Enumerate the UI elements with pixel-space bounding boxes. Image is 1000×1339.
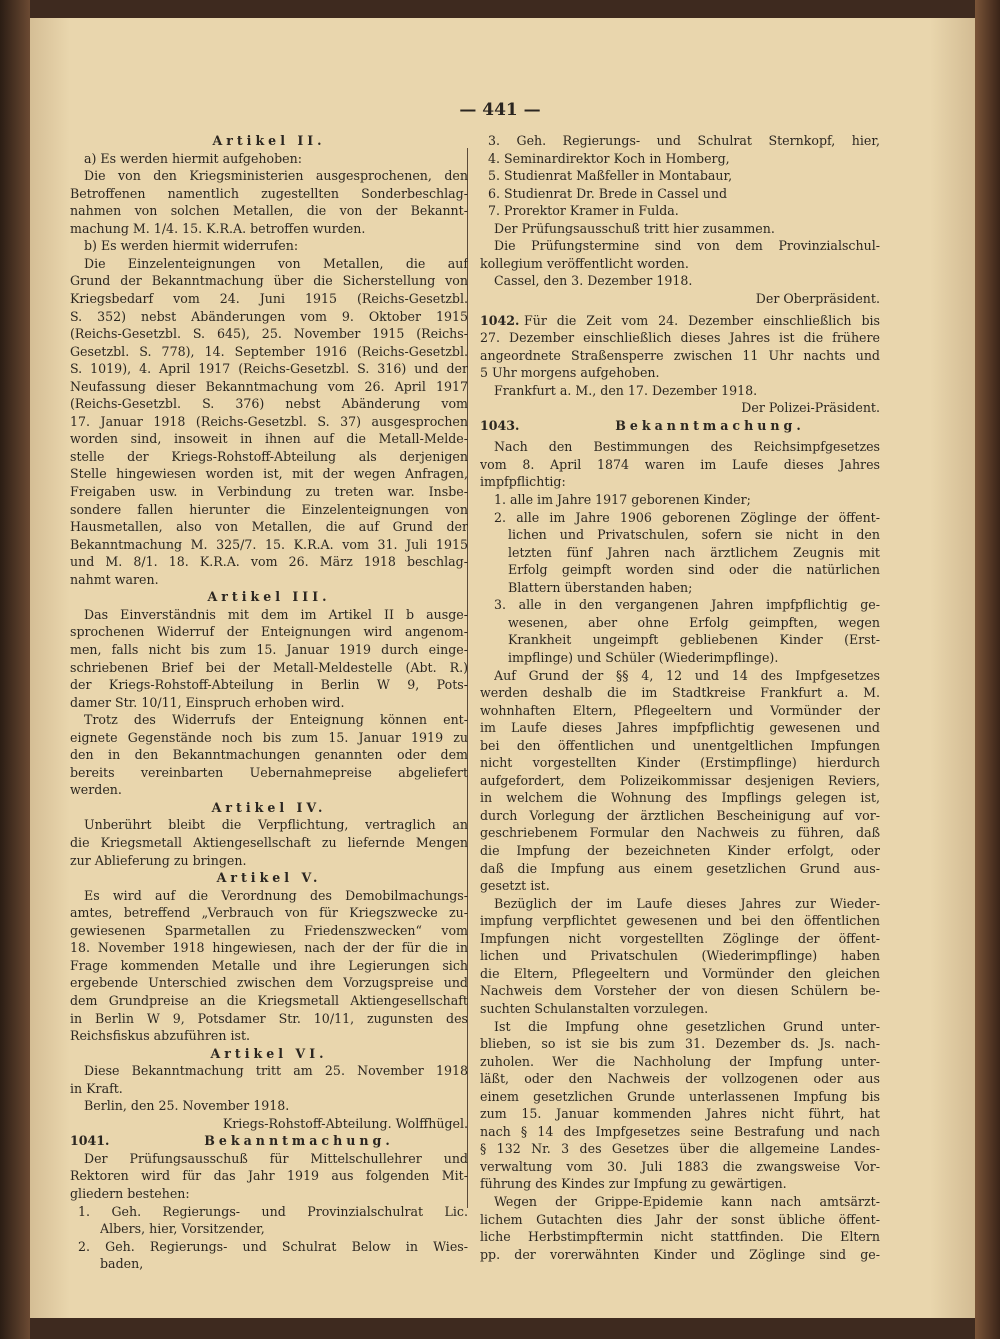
notice-number: 1041.	[70, 1133, 110, 1149]
text-line: lichem Gutachten dies Jahr der sonst übliche öffent-	[480, 1211, 880, 1227]
list-item: 1. Geh. Regierungs- und Provinzialschulrat Lic.	[78, 1203, 468, 1219]
text-line: Die Einzelenteignungen von Metallen, die auf	[84, 255, 468, 271]
text-line: zur Ablieferung zu bringen.	[70, 852, 247, 868]
text-line: angeordnete Straßensperre zwischen 11 Uhr nachts und	[480, 347, 880, 363]
text-line: (Reichs-Gesetzbl. S. 376) nebst Abänderung vom	[70, 396, 468, 412]
text-line: bei den öffentlichen und unentgeltlichen Impfungen	[480, 737, 880, 753]
text-line: Ist die Impfung ohne gesetzlichen Grund unter-	[494, 1018, 880, 1034]
place-date: Berlin, den 25. November 1918.	[84, 1098, 290, 1114]
notice-heading: Bekanntmachung.	[204, 1133, 394, 1149]
text-line: impfpflichtig:	[480, 474, 566, 490]
text-line: dem Grundpreise an die Kriegsmetall Aktiengesellschaft	[70, 992, 468, 1008]
text-line: § 132 Nr. 3 des Gesetzes über die allgemeine Landes-	[480, 1141, 880, 1157]
text-line: Betroffenen namentlich zugestellten Sonderbeschlag-	[70, 185, 468, 201]
text-line: Auf Grund der §§ 4, 12 und 14 des Impfgesetzes	[494, 667, 880, 683]
text-line: Bekanntmachung M. 325/7. 15. K.R.A. vom 31. Juli 1915	[70, 536, 468, 552]
list-item: baden,	[100, 1256, 144, 1272]
text-line: ergebende Unterschied zwischen dem Vorzugspreise und	[70, 975, 468, 991]
text-line: nach § 14 des Impfgesetzes seine Bestrafung und nach	[480, 1123, 880, 1139]
text-line: S. 352) nebst Abänderungen vom 9. Oktober 1915	[70, 308, 468, 324]
text-line: Unberührt bleibt die Verpflichtung, vertraglich an	[84, 817, 468, 833]
text-line: gesetzt ist.	[480, 878, 550, 894]
list-item: impflinge) und Schüler (Wiederimpflinge).	[508, 649, 779, 665]
text-line: Der Prüfungsausschuß für Mittelschullehrer und	[84, 1150, 468, 1166]
text-line: und M. 8/1. 18. K.R.A. vom 26. März 1918 beschlag-	[70, 554, 468, 570]
text-line: Wegen der Grippe-Epidemie kann nach amtsärzt-	[494, 1194, 880, 1209]
text-line: die Kriegsmetall Aktiengesellschaft zu liefernde Mengen	[70, 835, 468, 850]
signature: Der Polizei-Präsident.	[741, 400, 880, 416]
text-line: lichen und Privatschulen (Wiederimpflinge) haben	[480, 948, 880, 964]
text-line: Es wird auf die Verordnung des Demobilmachungs-	[84, 887, 468, 903]
text-line: Nachweis dem Vorsteher der von diesen Schülern be-	[480, 983, 880, 999]
place-date: Frankfurt a. M., den 17. Dezember 1918.	[494, 382, 758, 398]
text-line: Bezüglich der im Laufe dieses Jahres zur Wieder-	[494, 895, 880, 911]
text-line: 18. November 1918 hingewiesen, nach der der für die in	[70, 940, 468, 956]
text-line: worden sind, insoweit in ihnen auf die Metall-Melde-	[70, 431, 468, 447]
text-line: den in den Bekanntmachungen genannten oder dem	[70, 747, 468, 763]
notice-number: 1043.	[480, 417, 520, 433]
text-line: Gesetzbl. S. 778), 14. September 1916 (Reichs-Gesetzbl.	[70, 343, 468, 359]
text-line: Rektoren wird für das Jahr 1919 aus folgenden Mit-	[70, 1168, 468, 1184]
article-heading: Artikel V.	[216, 870, 322, 886]
text-line: damer Str. 10/11, Einspruch erhoben wird.	[70, 694, 345, 710]
section-intro: b) Es werden hiermit widerrufen:	[84, 238, 299, 254]
list-item: Krankheit ungeimpft gebliebenen Kinder (Erst-	[508, 632, 880, 648]
list-item: wesenen, aber ohne Erfolg geimpften, wegen	[508, 614, 880, 630]
list-item: Erfolg geimpft worden sind oder die natürlichen	[508, 562, 880, 578]
text-line: die Eltern, Pflegeeltern und Vormünder den gleichen	[480, 965, 880, 981]
list-item: 5. Studienrat Maßfeller in Montabaur,	[488, 168, 733, 184]
article-heading: Artikel III.	[207, 589, 331, 605]
article-heading: Artikel VI.	[210, 1045, 328, 1061]
text-line: suchten Schulanstalten vorzulegen.	[480, 1000, 709, 1016]
document-page	[30, 18, 975, 1318]
text-line: zum 15. Januar kommenden Jahres nicht führt, hat	[480, 1106, 880, 1122]
text-line: sondere fallen hierunter die Einzelenteignungen von	[70, 501, 468, 517]
book-gutter	[0, 0, 30, 1339]
text-line: Die von den Kriegsministerien ausgesprochenen, den	[84, 168, 468, 184]
text-line: 27. Dezember einschließlich dieses Jahres ist die frühere	[480, 330, 880, 346]
book-edge	[975, 0, 1000, 1339]
page-number: — 441 —	[459, 100, 541, 120]
list-item: letzten fünf Jahren nach ärztlichem Zeugnis mit	[508, 544, 880, 560]
text-line: blieben, so ist sie bis zum 31. Dezember ds. Js. nach-	[480, 1036, 880, 1052]
text-line: Das Einverständnis mit dem im Artikel II b ausge-	[84, 606, 468, 622]
text-line: impfung verpflichtet gewesenen und bei den öffentlichen	[480, 913, 880, 929]
signature: Der Oberpräsident.	[755, 290, 880, 306]
text-line: werden.	[70, 782, 122, 798]
text-line: Grund der Bekanntmachung über die Sicherstellung von	[70, 273, 468, 289]
list-item: 3. Geh. Regierungs- und Schulrat Sternkopf, hier,	[488, 133, 880, 148]
list-item: Blattern überstanden haben;	[508, 579, 693, 595]
list-item: Albers, hier, Vorsitzender,	[100, 1221, 265, 1237]
text-line: machung M. 1/4. 15. K.R.A. betroffen wurden.	[70, 220, 366, 236]
text-line: gliedern bestehen:	[70, 1186, 190, 1201]
text-line: aufgefordert, dem Polizeikommissar desjenigen Reviers,	[480, 772, 880, 788]
list-item: 3. alle in den vergangenen Jahren impfpflichtig ge-	[494, 597, 880, 613]
text-line: nahmen von solchen Metallen, die von der Bekannt-	[70, 203, 468, 219]
list-item: 2. alle im Jahre 1906 geborenen Zöglinge der öffent-	[494, 509, 880, 525]
text-line: schriebenen Brief bei der Metall-Meldestelle (Abt. R.)	[70, 659, 468, 675]
text-line: Nach den Bestimmungen des Reichsimpfgesetzes	[494, 439, 880, 455]
text-line: Die Prüfungstermine sind von dem Provinzialschul-	[494, 238, 880, 254]
text-line: Freigaben usw. in Verbindung zu treten war. Insbe-	[70, 484, 468, 499]
text-line: nicht vorgestellten Kinder (Erstimpflinge) hierdurch	[480, 755, 880, 771]
text-line: Für die Zeit vom 24. Dezember einschließlich bis	[524, 312, 880, 328]
list-item: 1. alle im Jahre 1917 geborenen Kinder;	[494, 492, 751, 507]
text-line: liche Herbstimpftermin nicht stattfinden. Die Eltern	[480, 1229, 880, 1245]
text-line: daß die Impfung aus einem gesetzlichen Grund aus-	[480, 860, 880, 876]
text-line: Frage kommenden Metalle und ihre Legierungen sich	[70, 957, 468, 973]
text-line: durch Vorlegung der ärztlichen Bescheinigung auf vor-	[480, 807, 880, 823]
text-line: amtes, betreffend „Verbrauch von für Kriegszwecke zu-	[70, 905, 468, 921]
text-line: 5 Uhr morgens aufgehoben.	[480, 365, 660, 381]
list-item: 6. Studienrat Dr. Brede in Cassel und	[488, 185, 728, 201]
text-line: nahmt waren.	[70, 571, 159, 587]
text-line: Hausmetallen, also von Metallen, die auf Grund der	[70, 519, 468, 535]
place-date: Cassel, den 3. Dezember 1918.	[494, 273, 693, 289]
text-line: zuholen. Wer die Nachholung der Impfung unter-	[480, 1053, 880, 1069]
text-line: gewiesenen Sparmetallen zu Friedenszwecken“ vom	[70, 922, 468, 938]
text-line: S. 1019), 4. April 1917 (Reichs-Gesetzbl. S. 316) und der	[70, 361, 468, 377]
section-intro: a) Es werden hiermit aufgehoben:	[84, 150, 302, 166]
text-line: der Kriegs-Rohstoff-Abteilung in Berlin W 9, Pots-	[70, 677, 468, 693]
text-line: sprochenen Widerruf der Enteignungen wird angenom-	[70, 624, 468, 640]
text-line: Trotz des Widerrufs der Enteignung können ent-	[84, 712, 468, 728]
text-line: Der Prüfungsausschuß tritt hier zusammen.	[494, 220, 775, 236]
text-line: stelle der Kriegs-Rohstoff-Abteilung als derjenigen	[70, 448, 468, 464]
list-item: lichen und Privatschulen, sofern sie nicht in den	[508, 527, 880, 543]
text-line: Neufassung dieser Bekanntmachung vom 26. April 1917	[70, 378, 468, 394]
text-line: pp. der vorerwähnten Kinder und Zöglinge sind ge-	[480, 1246, 880, 1262]
text-line: werden deshalb die im Stadtkreise Frankfurt a. M.	[480, 685, 880, 701]
text-line: wohnhaften Eltern, Pflegeeltern und Vormünder der	[480, 702, 880, 718]
text-line: Impfungen nicht vorgestellten Zöglinge der öffent-	[480, 930, 880, 946]
text-line: 17. Januar 1918 (Reichs-Gesetzbl. S. 37) ausgesprochen	[70, 413, 468, 429]
list-item: 7. Prorektor Kramer in Fulda.	[488, 203, 679, 219]
text-line: geschriebenem Formular den Nachweis zu führen, daß	[480, 825, 880, 841]
text-line: bereits vereinbarten Uebernahmepreise abgeliefert	[70, 764, 468, 780]
text-line: Stelle hingewiesen worden ist, mit der wegen Anfragen,	[70, 466, 468, 482]
list-item: 4. Seminardirektor Koch in Homberg,	[488, 150, 730, 166]
text-line: (Reichs-Gesetzbl. S. 645), 25. November 1915 (Reichs-	[70, 326, 468, 342]
text-line: die Impfung der bezeichneten Kinder erfolgt, oder	[480, 843, 880, 858]
article-heading: Artikel IV.	[211, 799, 327, 815]
text-line: Kriegsbedarf vom 24. Juni 1915 (Reichs-Gesetzbl.	[70, 290, 468, 306]
text-line: in Berlin W 9, Potsdamer Str. 10/11, zugunsten des	[70, 1010, 468, 1026]
text-line: in Kraft.	[70, 1080, 123, 1096]
list-item: 2. Geh. Regierungs- und Schulrat Below in Wies-	[78, 1238, 468, 1254]
text-line: verwaltung vom 30. Juli 1883 die zwangsweise Vor-	[480, 1158, 880, 1174]
text-line: führung des Kindes zur Impfung zu gewärtigen.	[480, 1176, 787, 1192]
signature: Kriegs-Rohstoff-Abteilung. Wolffhügel.	[222, 1115, 468, 1131]
text-line: eignete Gegenstände noch bis zum 15. Januar 1919 zu	[70, 729, 468, 745]
text-line: einem gesetzlichen Grunde unterlassenen Impfung bis	[480, 1088, 880, 1104]
text-line: kollegium veröffentlicht worden.	[480, 255, 689, 271]
notice-heading: Bekanntmachung.	[615, 417, 805, 433]
text-line: vom 8. April 1874 waren im Laufe dieses Jahres	[480, 456, 880, 472]
notice-number: 1042.	[480, 312, 520, 328]
text-line: im Laufe dieses Jahres impfpflichtig gewesenen und	[480, 720, 880, 736]
article-heading: Artikel II.	[212, 133, 326, 148]
text-line: läßt, oder den Nachweis der vollzogenen oder aus	[480, 1071, 880, 1087]
text-line: Reichsfiskus abzuführen ist.	[70, 1028, 251, 1044]
text-line: in welchem die Wohnung des Impflings gelegen ist,	[480, 790, 880, 806]
text-line: Diese Bekanntmachung tritt am 25. November 1918	[84, 1063, 468, 1079]
text-line: men, falls nicht bis zum 15. Januar 1919 durch einge-	[70, 641, 468, 657]
